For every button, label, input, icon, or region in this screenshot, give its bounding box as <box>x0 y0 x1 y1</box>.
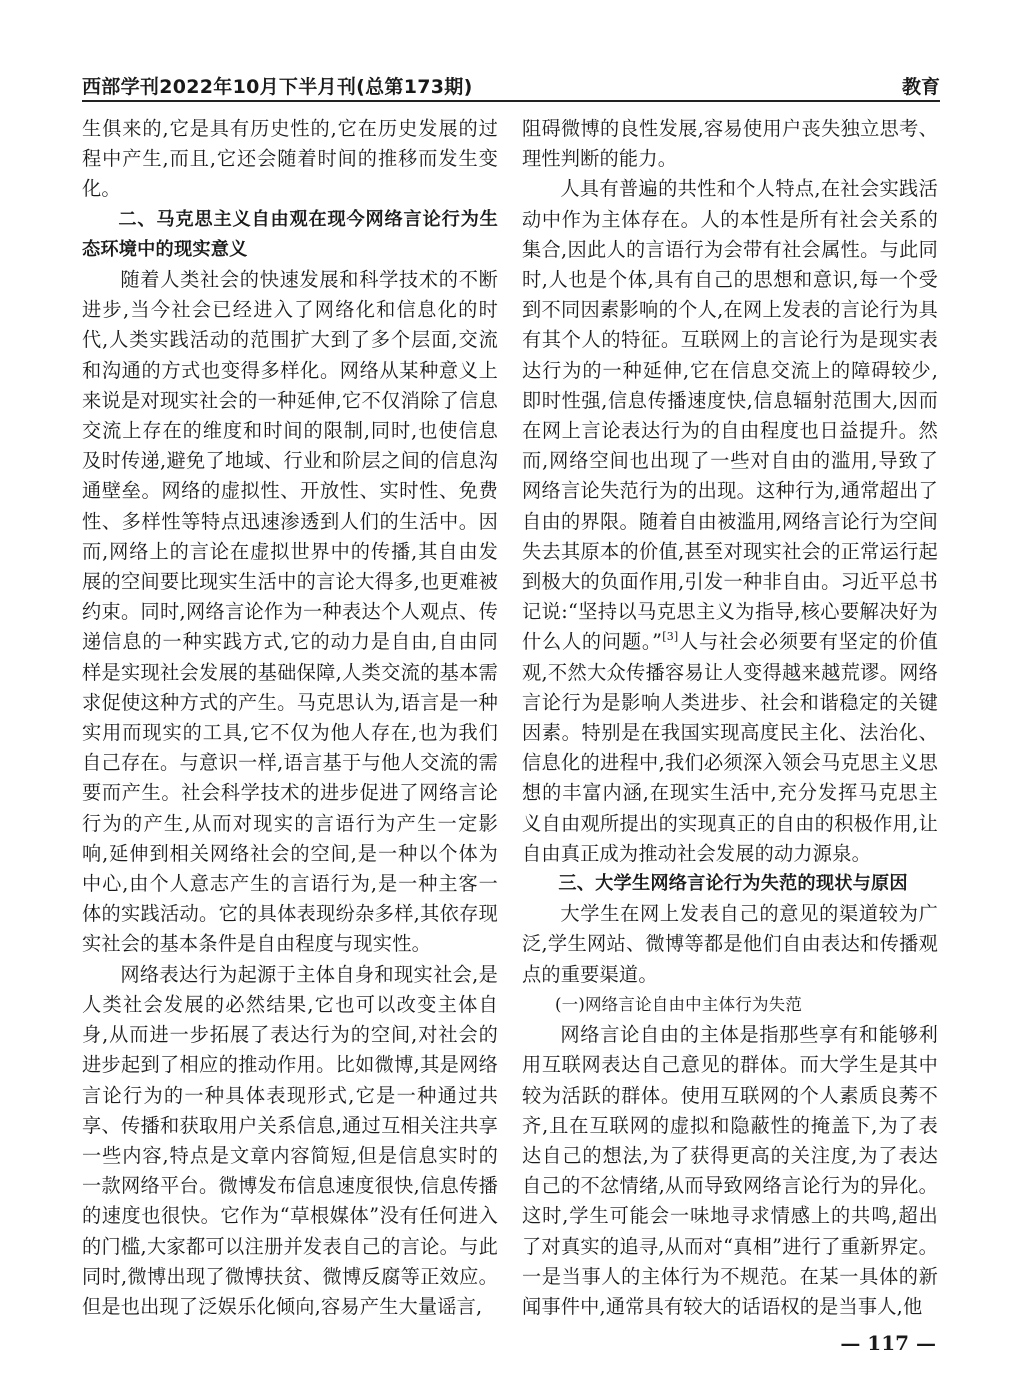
paragraph: 生俱来的,它是具有历史性的,它在历史发展的过程中产生,而且,它还会随着时间的推移而发生变化。 <box>82 117 498 201</box>
subsection-heading: (一)网络言论自由中主体行为失范 <box>555 994 803 1014</box>
paragraph: 大学生在网上发表自己的意见的渠道较为广泛,学生网站、微博等都是他们自由表达和传播观点的重要渠道。 <box>522 902 938 986</box>
header-rule <box>82 100 940 102</box>
paragraph: 随着人类社会的快速发展和科学技术的不断进步,当今社会已经进入了网络化和信息化的时代,人类实践活动的范围扩大到了多个层面,交流和沟通的方式也变得多样化。网络从某种意义上来说是对现实社会的一种延伸,它不仅消除了信息交流上存在的维度和时间的限制,同时,也使信息及时传递,避免了地域、行业和阶层之间的信息沟通壁垒。网络的虚拟性、开放性、实时性、免费性、多样性等特点迅速渗透到人们的生活中。因而,网络上的言论在虚拟世界中的传播,其自由发展的空间要比现实生活中的言论大得多,也更难被约束。同时,网络言论作为一种表达个人观点、传递信息的一种实践方式,它的动力是自由,自由同样是实现社会发展的基础保障,人类交流的基本需求促使这种方式的产生。马克思认为,语言是一种实用而现实的工具,它不仅为他人存在,也为我们自己存在。与意识一样,语言基于与他人交流的需要而产生。社会科学技术的进步促进了网络言论行为的产生,从而对现实的言语行为产生一定影响,延伸到相关网络社会的空间,是一种以个体为中心,由个人意志产生的言语行为,是一种主客一体的实践活动。它的具体表现纷杂多样,其依存现实社会的基本条件是自由程度与现实性。 <box>82 268 498 956</box>
section-heading: 三、大学生网络言论行为失范的现状与原因 <box>558 873 908 895</box>
citation-ref: [3] <box>662 630 679 644</box>
paragraph: 网络表达行为起源于主体自身和现实社会,是人类社会发展的必然结果,它也可以改变主体自身,从而进一步拓展了表达行为的空间,对社会的进步起到了相应的推动作用。比如微博,其是网络言论行为的一种具体表现形式,它是一种通过共享、传播和获取用户关系信息,通过互相关注共享一些内容,特点是文章内容简短,但是信息实时的一款网络平台。微博发布信息速度很快,信息传播的速度也很快。它作为“草根媒体”没有任何进入的门槛,大家都可以注册并发表自己的言论。与此同时,微博出现了微博扶贫、微博反腐等正效应。但是也出现了泛娱乐化倾向,容易产生大量谣言, <box>82 962 498 1318</box>
left-column <box>82 114 498 1322</box>
right-column <box>522 114 938 1322</box>
section-name: 教育 <box>901 76 940 98</box>
paragraph <box>522 174 938 869</box>
paragraph-text: 人与社会必须要有坚定的价值观,不然大众传播容易让人变得越来越荒谬。网络言论行为是影响人类进步、社会和谐稳定的关键因素。特别是在我国实现高度民主化、法治化、信息化的进程中,我们必须深入领会马克思主义思想的丰富内涵,在现实生活中,充分发挥马克思主义自由观所提出的实现真正的自由的积极作用,让自由真正成为推动社会发展的动力源泉。 <box>522 630 938 865</box>
section-heading: 二、马克思主义自由观在现今网络言论行为生态环境中的现实意义 <box>82 208 498 260</box>
paragraph: 网络言论自由的主体是指那些享有和能够利用互联网表达自己意见的群体。而大学生是其中较为活跃的群体。使用互联网的个人素质良莠不齐,且在互联网的虚拟和隐蔽性的掩盖下,为了表达自己的想法,为了获得更高的关注度,为了表达自己的不忿情绪,从而导致网络言论行为的异化。这时,学生可能会一味地寻求情感上的共鸣,超出了对真实的追寻,从而对“真相”进行了重新界定。一是当事人的主体行为不规范。在某一具体的新闻事件中,通常具有较大的话语权的是当事人,他 <box>522 1023 938 1318</box>
paragraph: 阻碍微博的良性发展,容易使用户丧失独立思考、理性判断的能力。 <box>522 117 938 171</box>
paragraph-text: 人具有普遍的共性和个人特点,在社会实践活动中作为主体存在。人的本性是所有社会关系的集合,因此人的言语行为会带有社会属性。与此同时,人也是个体,具有自己的思想和意识,每一个受到不同因素影响的个人,在网上发表的言论行为具有其个人的特征。互联网上的言论行为是现实表达行为的一种延伸,它在信息交流上的障碍较少,即时性强,信息传播速度快,信息辐射范围大,因而在网上言论表达行为的自由程度也日益提升。然而,网络空间也出现了一些对自由的滥用,导致了网络言论失范行为的出现。这种行为,通常超出了自由的界限。随着自由被滥用,网络言论行为空间失去其原本的价值,甚至对现实社会的正常运行起到极大的负面作用,引发一种非自由。习近平总书记说:“坚持以马克思主义为指导,核心要解决好为什么人的问题。” <box>522 177 938 654</box>
journal-title: 西部学刊2022年10月下半月刊(总第173期) <box>82 76 473 98</box>
page-number: — 117 — <box>840 1331 936 1355</box>
